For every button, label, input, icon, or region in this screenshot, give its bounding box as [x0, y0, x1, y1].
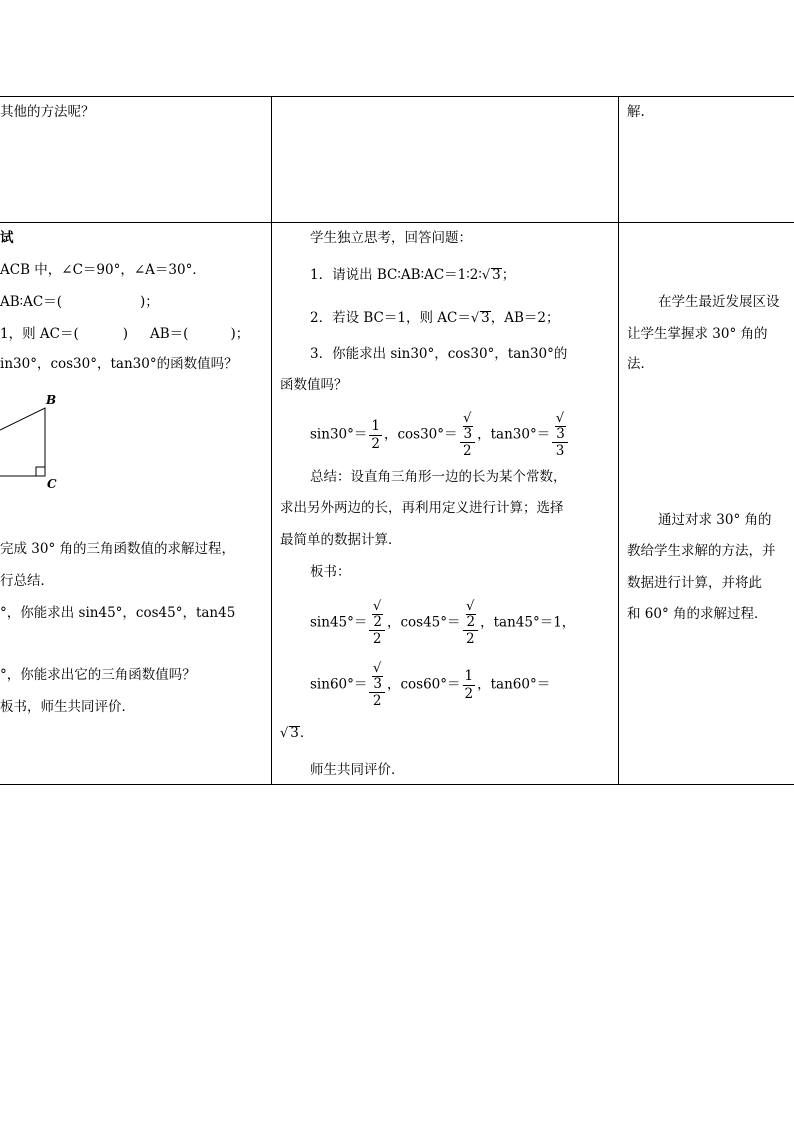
triangle-outline	[0, 408, 45, 476]
sin30-label: sin30°＝	[310, 426, 368, 443]
row1-col3-text: 解.	[627, 104, 645, 120]
cos30-label: ，cos30°＝	[383, 426, 458, 443]
length-question-c: AB＝(	[150, 326, 189, 342]
cos45-fraction	[463, 600, 479, 646]
question-2-text-a: 2．若设 BC＝1，则 AC＝	[310, 310, 471, 326]
sin45-label: sin45°＝	[310, 614, 368, 631]
tan45-label: ，tan45°＝1，	[480, 614, 576, 631]
intent-p2-line1: 通过对求 30° 角的	[658, 512, 772, 528]
sin30-den: 2	[371, 435, 380, 452]
length-question	[0, 328, 249, 342]
tan60-label: ，tan60°＝	[477, 676, 551, 693]
sin30-fraction	[369, 419, 382, 450]
cos30-den: 2	[463, 442, 472, 459]
board-label: 板书：	[310, 564, 351, 580]
cos45-radicand: 2	[466, 613, 476, 630]
tan30-num: √ 3	[552, 412, 568, 443]
cos30-num: √ 3	[460, 412, 476, 443]
triangle-condition: ACB 中，∠C＝90°，∠A＝30°．	[0, 262, 206, 278]
right-angle-marker	[36, 467, 45, 476]
sin60-radicand: 3	[373, 675, 382, 692]
question-3-line2: 函数值吗？	[280, 377, 348, 393]
question-1: 1．请说出 BC∶AB∶AC＝1∶2∶√ 3；	[310, 267, 516, 283]
intent-p1-line2: 让学生掌握求 30° 角的	[627, 326, 768, 342]
tan30-radicand: 3	[556, 425, 565, 442]
cos60-label: ，cos60°＝	[386, 676, 461, 693]
intent-p1-line3: 法．	[627, 356, 654, 372]
tan60-value: √ 3．	[280, 725, 314, 741]
board-evaluate-text: 板书，师生共同评价．	[0, 699, 135, 715]
ratio-question-b: )；	[140, 294, 159, 310]
intent-p2-line3: 数据进行计算，并将此	[627, 575, 762, 591]
cos30-fraction	[460, 412, 476, 458]
intent-p1-line1: 在学生最近发展区设	[658, 294, 780, 310]
sin60-num: √ 3	[369, 662, 385, 693]
tan30-den: 3	[555, 442, 565, 459]
question-2: 2．若设 BC＝1，则 AC＝√ 3，AB＝2；	[310, 310, 560, 326]
question-3-line1: 3．你能求出 sin30°，cos30°，tan30°的	[310, 346, 568, 362]
trig-question-30: in30°，cos30°，tan30°的函数值吗？	[0, 356, 238, 372]
sin60-fraction	[369, 662, 385, 708]
length-question-d: )；	[230, 326, 250, 342]
length-question-a: 1，则 AC＝(	[0, 326, 79, 342]
sin45-den: 2	[372, 630, 382, 647]
vertex-label-c: C	[47, 477, 57, 491]
sin30-num: 1	[371, 418, 380, 435]
cos45-num: √ 2	[463, 600, 479, 631]
tan60-radicand: 3	[290, 725, 299, 741]
tan30-label: ，tan30°＝	[477, 426, 551, 443]
sin45-num: √ 2	[369, 600, 385, 631]
summarize-text: 行总结．	[0, 573, 54, 589]
sin45-fraction	[369, 600, 385, 646]
closing-evaluation: 师生共同评价．	[310, 762, 405, 778]
row1-col1-text: 其他的方法呢？	[0, 104, 95, 120]
row-divider	[0, 222, 794, 223]
tan30-fraction	[552, 412, 568, 458]
length-question-b: )	[122, 326, 129, 342]
formula-60	[310, 662, 550, 708]
section-heading: 试	[0, 230, 14, 246]
column-divider-2	[618, 96, 619, 785]
question-1-radicand: 3	[492, 267, 501, 283]
question-1-text: 1．请说出 BC∶AB∶AC＝1∶2∶	[310, 267, 482, 283]
table-top-border	[0, 96, 794, 97]
ratio-question	[0, 296, 159, 310]
intent-p2-line4: 和 60° 角的求解过程．	[627, 606, 768, 622]
cos45-den: 2	[466, 630, 475, 647]
cos60-num: 1	[464, 668, 474, 685]
cos60-den: 2	[464, 685, 474, 702]
student-intro: 学生独立思考，回答问题：	[310, 230, 472, 246]
question-1-end: ；	[501, 267, 516, 283]
trig-question-45: °，你能求出 sin45°，cos45°，tan45	[0, 605, 236, 621]
table-bottom-border	[0, 784, 794, 785]
sin60-label: sin60°＝	[310, 676, 368, 693]
tan60-end: ．	[299, 725, 314, 741]
cos30-radicand: 3	[463, 425, 473, 442]
column-divider-1	[271, 96, 272, 785]
formula-30	[310, 412, 570, 458]
vertex-label-b: B	[46, 393, 57, 407]
ratio-question-a: AB∶AC＝(	[0, 294, 63, 310]
summary-line-1: 总结：设直角三角形一边的长为某个常数，	[310, 469, 567, 485]
question-2-text-b: ，AB＝2；	[490, 310, 560, 326]
summary-line-3: 最简单的数据计算．	[280, 532, 402, 548]
sin45-radicand: 2	[373, 613, 382, 630]
trig-question-60: °，你能求出它的三角函数值吗？	[0, 667, 196, 683]
question-2-radicand: 3	[481, 310, 490, 326]
formula-45	[310, 600, 575, 646]
sin60-den: 2	[372, 692, 382, 709]
summary-line-2: 求出另外两边的长，再利用定义进行计算；选择	[280, 500, 564, 516]
cos45-label: ，cos45°＝	[386, 614, 461, 631]
intent-p2-line2: 教给学生求解的方法，并	[627, 543, 776, 559]
complete-process-text: 完成 30° 角的三角函数值的求解过程，	[0, 541, 236, 557]
cos60-fraction	[463, 669, 476, 700]
right-triangle-figure	[0, 390, 70, 500]
